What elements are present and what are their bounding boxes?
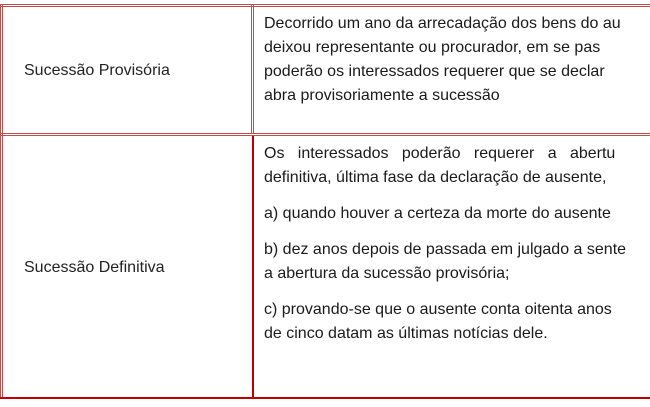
text-line: abra provisoriamente a sucessão: [264, 87, 500, 104]
text-line: c) provando-se que o ausente conta oitenta anos: [264, 301, 612, 318]
row-description-cell: [253, 6, 650, 135]
text-line: Os interessados poderão requerer a abertu: [264, 145, 616, 162]
table-row: [0, 135, 650, 400]
table-row: [0, 6, 650, 135]
row-label-cell: [0, 135, 252, 400]
row-description-cell: [253, 135, 650, 400]
text-line: de cinco datam as últimas notícias dele.: [264, 325, 548, 342]
row-label: Sucessão Provisória: [24, 61, 170, 79]
text-line: definitiva, última fase da declaração de ausente,: [264, 169, 607, 186]
row-label-cell: [0, 6, 252, 135]
text-line: deixou representante ou procurador, em se pas: [264, 39, 601, 56]
text-line: a abertura da sucessão provisória;: [264, 265, 510, 282]
text-line: a) quando houver a certeza da morte do ausente: [264, 205, 611, 222]
text-line: b) dez anos depois de passada em julgado a sente: [264, 241, 627, 258]
text-line: Decorrido um ano da arrecadação dos bens do au: [264, 15, 621, 32]
row-label: Sucessão Definitiva: [24, 258, 165, 276]
text-line: poderão os interessados requerer que se declar: [264, 63, 605, 80]
